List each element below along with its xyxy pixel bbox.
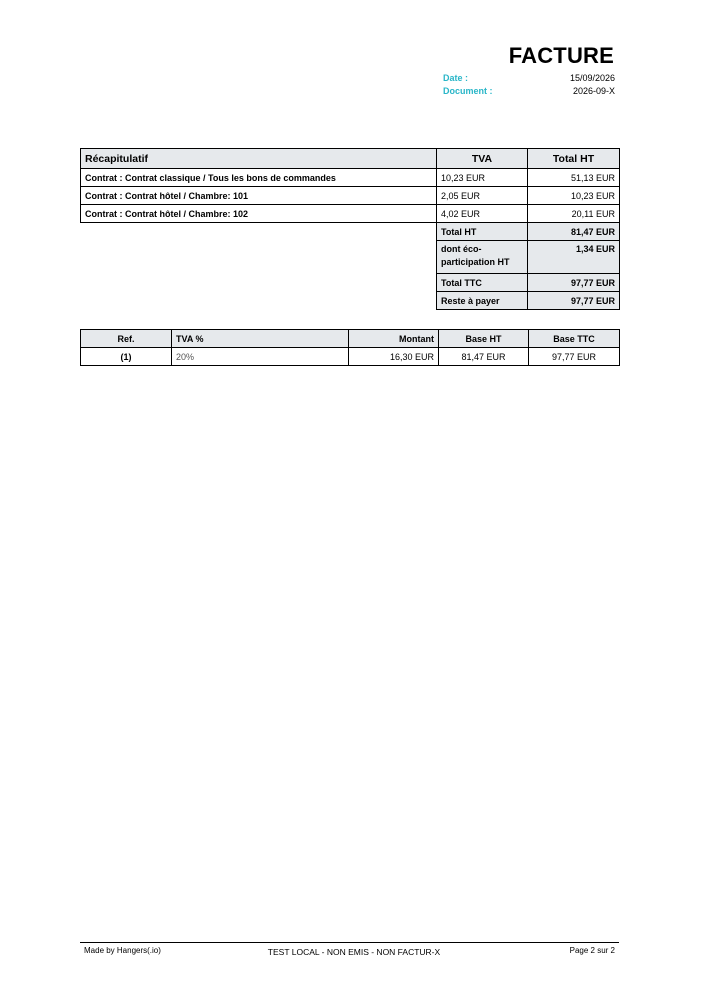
date-row: [443, 72, 615, 85]
total-ttc-label: Total TTC: [437, 274, 528, 292]
vat-header-amount: Montant: [349, 330, 439, 348]
document-number-row: [443, 85, 615, 98]
vat-table: [80, 329, 620, 366]
amount-due-row: [81, 292, 620, 310]
document-meta: [443, 72, 615, 98]
vat-header-base-ht: Base HT: [439, 330, 529, 348]
vat-rate: 20%: [172, 348, 349, 366]
table-row: [81, 348, 620, 366]
amount-due-value: 97,77 EUR: [528, 292, 620, 310]
recap-row-total-ht: 10,23 EUR: [528, 187, 620, 205]
total-ht-row: [81, 223, 620, 241]
amount-due-label: Reste à payer: [437, 292, 528, 310]
vat-base-ttc: 97,77 EUR: [529, 348, 620, 366]
document-label: Document :: [443, 86, 493, 96]
eco-participation-label: dont éco-participation HT: [437, 241, 528, 274]
recap-row-tva: 2,05 EUR: [437, 187, 528, 205]
date-value: 15/09/2026: [569, 73, 615, 83]
vat-base-ht: 81,47 EUR: [439, 348, 529, 366]
recap-row-label: Contrat : Contrat classique / Tous les bons de commandes: [81, 169, 437, 187]
recap-table: [80, 148, 620, 310]
recap-row-total-ht: 51,13 EUR: [528, 169, 620, 187]
recap-header-tva: TVA: [437, 149, 528, 169]
table-row: [81, 205, 620, 223]
table-row: [81, 187, 620, 205]
table-row: [81, 169, 620, 187]
vat-ref: (1): [81, 348, 172, 366]
vat-header-base-ttc: Base TTC: [529, 330, 620, 348]
eco-participation-row: [81, 241, 620, 274]
document-number: 2026-09-X: [572, 86, 615, 96]
recap-row-tva: 10,23 EUR: [437, 169, 528, 187]
total-ht-value: 81,47 EUR: [528, 223, 620, 241]
vat-header-ref: Ref.: [81, 330, 172, 348]
eco-participation-value: 1,34 EUR: [528, 241, 620, 274]
total-ttc-row: [81, 274, 620, 292]
page-number: Page 2 sur 2: [569, 946, 615, 955]
date-label: Date :: [443, 73, 469, 83]
document-title: FACTURE: [508, 43, 614, 68]
vat-header-row: [81, 330, 620, 348]
vat-header-rate: TVA %: [172, 330, 349, 348]
recap-header-label: Récapitulatif: [81, 149, 437, 169]
vat-amount: 16,30 EUR: [349, 348, 439, 366]
recap-row-label: Contrat : Contrat hôtel / Chambre: 101: [81, 187, 437, 205]
recap-row-tva: 4,02 EUR: [437, 205, 528, 223]
total-ht-label: Total HT: [437, 223, 528, 241]
footer-credit: Made by Hangers(.io): [84, 946, 161, 955]
total-ttc-value: 97,77 EUR: [528, 274, 620, 292]
footer-status: TEST LOCAL - NON EMIS - NON FACTUR-X: [267, 947, 441, 957]
recap-row-label: Contrat : Contrat hôtel / Chambre: 102: [81, 205, 437, 223]
recap-header-row: [81, 149, 620, 169]
recap-header-total-ht: Total HT: [528, 149, 620, 169]
recap-row-total-ht: 20,11 EUR: [528, 205, 620, 223]
footer-divider: [80, 942, 619, 943]
